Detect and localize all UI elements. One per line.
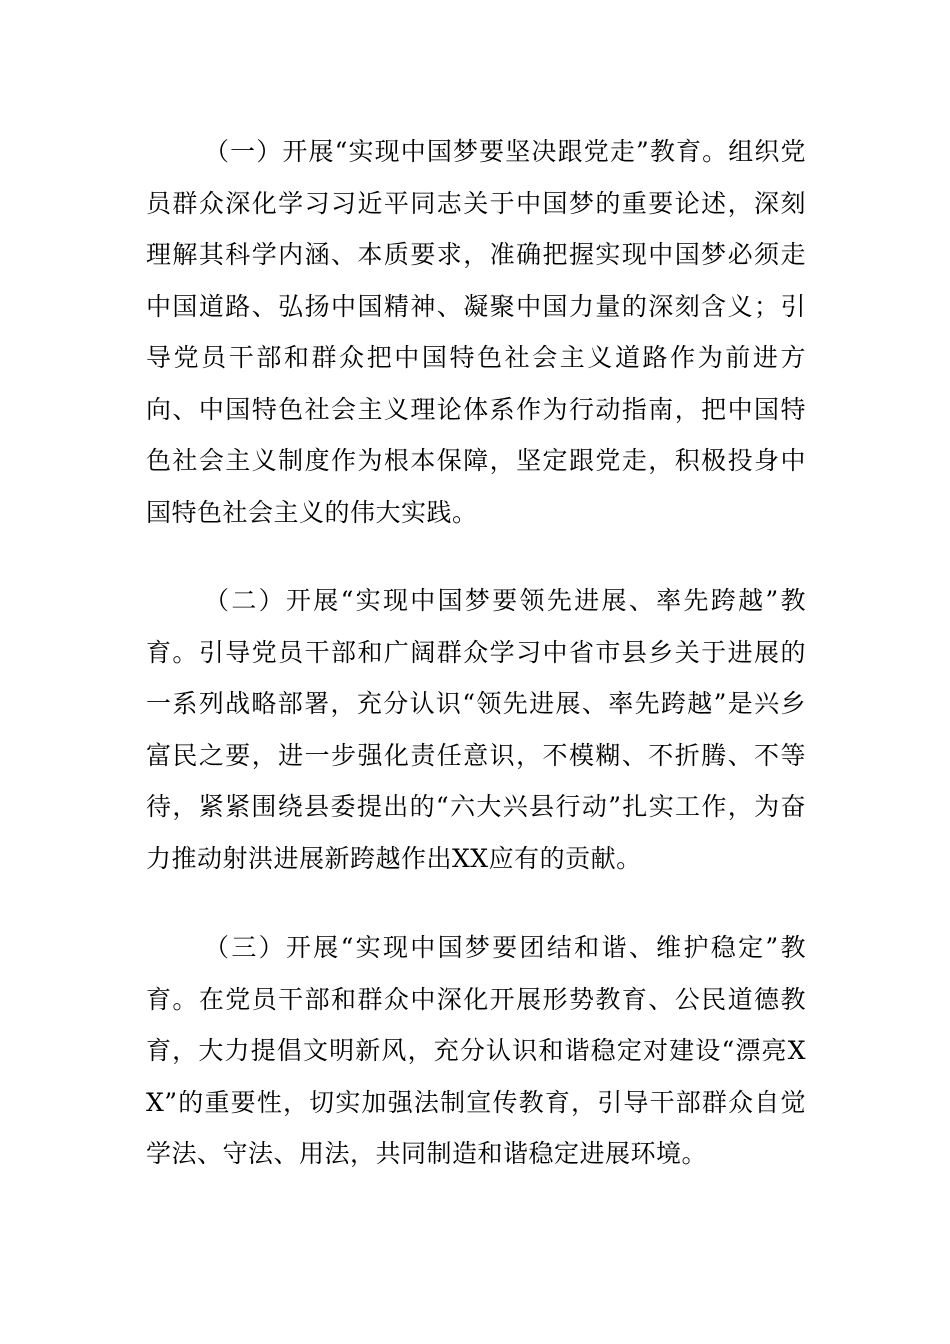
paragraph-1: （一）开展“实现中国梦要坚决跟党走”教育。组织党员群众深化学习习近平同志关于中国梦的重要论述，深刻理解其科学内涵、本质要求，准确把握实现中国梦必须走中国道路、弘扬中国精神、凝聚中国力量的深刻含义；引导党员干部和群众把中国特色社会主义道路作为前进方向、中国特色社会主义理论体系作为行动指南，把中国特色社会主义制度作为根本保障，坚定跟党走，积极投身中国特色社会主义的伟大实践。	[146, 137, 806, 527]
paragraph-3: （三）开展“实现中国梦要团结和谐、维护稳定”教育。在党员干部和群众中深化开展形势教育、公民道德教育，大力提倡文明新风，充分认识和谐稳定对建设“漂亮XX”的重要性，切实加强法制宣传教育，引导干部群众自觉学法、守法、用法，共同制造和谐稳定进展环境。	[146, 933, 806, 1168]
paragraph-2: （二）开展“实现中国梦要领先进展、率先跨越”教育。引导党员干部和广阔群众学习中省市县乡关于进展的一系列战略部署，充分认识“领先进展、率先跨越”是兴乡富民之要，进一步强化责任意识，不模糊、不折腾、不等待，紧紧围绕县委提出的“六大兴县行动”扎实工作，为奋力推动射洪进展新跨越作出XX应有的贡献。	[146, 586, 806, 873]
